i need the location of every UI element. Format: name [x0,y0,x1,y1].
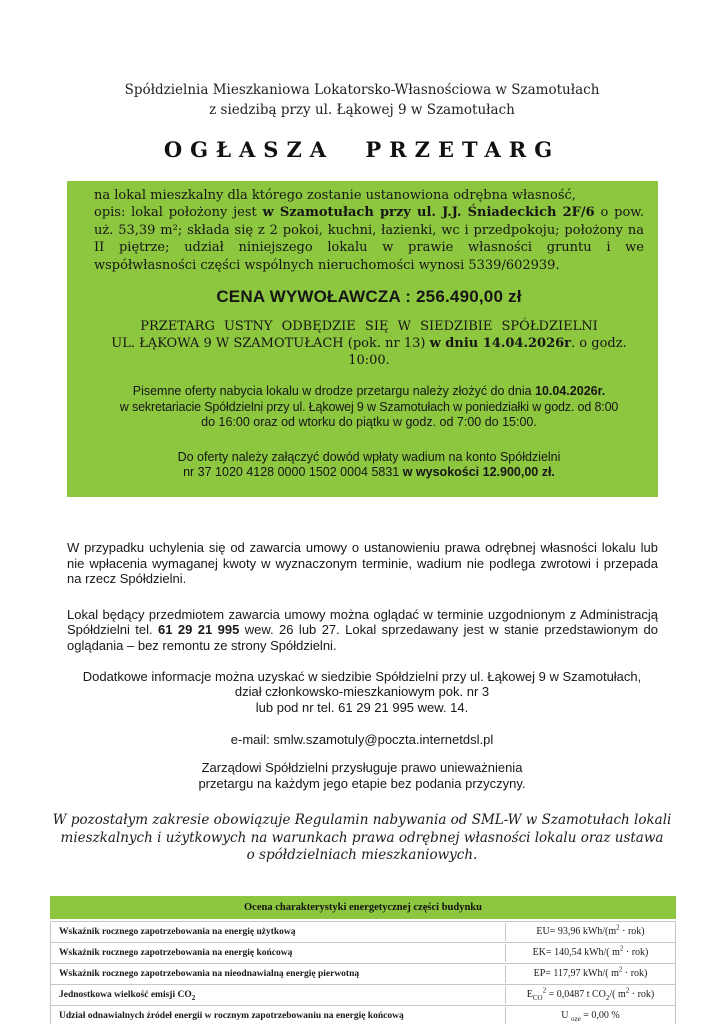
label-text: Jednostkowa wielkość emisji CO [59,989,192,1000]
deposit-paragraph [94,450,644,481]
row-value [506,986,675,1003]
auction-line2-pre: UL. ŁĄKOWA 9 W SZAMOTUŁACH (pok. nr 13) [111,336,430,352]
offers-line2: w sekretariacie Spółdzielni przy ul. Łąkowej 9 w Szamotułach w poniedziałki w godz. od 8:00 [119,399,619,414]
info-line3: lub pod nr tel. 61 29 21 995 wew. 14. [255,699,469,715]
auction-date-paragraph [94,318,644,369]
label-subscript: 2 [191,993,196,1002]
viewing-pre: Lokal będący przedmiotem zawarcia umowy można oglądać w terminie uzgodnionym z Administracją Spółdzielni tel. [67,606,658,638]
viewing-post: wew. 26 lub 27. Lokal sprzedawany jest w stanie przedstawionym do oglądania – bez remontu ze strony Spółdzielni. [67,622,658,653]
row-value [506,1010,675,1024]
regulation-line2: mieszkalnych i użytkowych na warunkach prawa odrębnej własności lokalu oraz ustawa [60,829,664,846]
org-name-line2: z siedzibą przy ul. Łąkowej 9 w Szamotułach [209,102,515,118]
value-superscript: 2 [625,986,630,995]
value-superscript: 2 [616,923,620,932]
cancel-line1: Zarządowi Spółdzielni przysługuje prawo unieważnienia [201,759,523,775]
email-line: e-mail: smlw.szamotuly@poczta.internetdsl.pl [230,732,494,748]
deposit-amount: w wysokości 12.900,00 zł. [402,465,555,480]
auction-line2-post: . o godz. 10:00. [348,336,627,369]
auction-date: w dniu 14.04.2026r [429,336,572,352]
additional-info-paragraph [40,669,684,716]
energy-table-body [50,921,676,1024]
value-text: · rok) [622,968,648,980]
table-row [51,922,675,943]
admin-phone-number: 61 29 21 995 [158,622,240,638]
offers-deadline: 10.04.2026r. [535,384,606,399]
document-header [0,0,724,162]
viewing-paragraph [67,607,658,654]
auction-line1: PRZETARG USTNY ODBĘDZIE SIĘ W SIEDZIBIE SPÓŁDZIELNI [140,319,598,335]
offers-line3: do 16:00 oraz od wtorku do piątku w godz. od 7:00 do 15:00. [201,415,537,430]
row-label: Wskaźnik rocznego zapotrzebowania na energię końcową [51,944,506,962]
row-label [51,986,506,1004]
value-superscript: 2 [618,965,623,974]
cancellation-right-paragraph [40,760,684,791]
cancel-line2: przetargu na każdym jego etapie bez podania przyczyny. [198,775,526,791]
value-text: EK= 140,54 kWh/( m [532,947,620,959]
page-title: OGŁASZA PRZETARG [163,137,561,162]
description-line1: na lokal mieszkalny dla którego zostanie ustanowiona odrębna własność, [94,188,576,203]
forfeit-clause-paragraph: W przypadku uchylenia się od zawarcia umowy o ustanowieniu prawa odrębnej własności lokalu lub nie wpłacenia wymaganej kwoty w wyznaczonym terminie, wadium nie podlega zwrotowi i przepada na rzecz Spółdzielni. [67,540,658,587]
info-line1: Dodatkowe informacje można uzyskać w siedzibie Spółdzielni przy ul. Łąkowej 9 w Szamotułach, [82,668,642,684]
starting-price-line: CENA WYWOŁAWCZA : 256.490,00 zł [216,287,522,307]
info-line2: dział członkowsko-mieszkaniowym pok. nr 3 [234,684,490,700]
energy-table-header: Ocena charakterystyki energetycznej części budynku [50,896,676,919]
value-superscript: 2 [619,944,624,953]
energy-table [50,896,676,1024]
row-value [506,923,675,938]
row-label: Udział odnawialnych źródeł energii w rocznym zapotrzebowaniu na energię końcową [51,1007,506,1024]
deposit-line1: Do oferty należy załączyć dowód wpłaty wadium na konto Spółdzielni [177,449,561,464]
row-label: Wskaźnik rocznego zapotrzebowania na energię użytkową [51,923,506,941]
description-pre: opis: lokal położony jest [94,205,263,221]
table-row [51,964,675,985]
value-text: EP= 117,97 kWh/( m [533,968,619,980]
row-label: Wskaźnik rocznego zapotrzebowania na nieodnawialną energię pierwotną [51,965,506,983]
value-subscript: 2 [605,994,610,1003]
description-post: o pow. uż. 53,39 m²; składa się z 2 pokoi, kuchni, łazienki, wc i przedpokoju; położony na II piętrze; udział niniejszego lokalu w prawie własności gruntu i we współwłasności części wspólnych nieruchomości wynosi 5339/602939. [94,205,644,273]
regulation-line3: o spółdzielniach mieszkaniowych. [246,847,478,864]
value-text: E [526,989,533,1001]
row-value [506,965,675,980]
value-text: /( m [609,989,626,1001]
offers-line1-pre: Pisemne oferty nabycia lokalu w drodze przetargu należy złożyć do dnia [132,384,536,399]
table-row [51,943,675,964]
property-description-paragraph [94,187,644,274]
value-text: U [561,1010,572,1022]
value-subscript: CO [532,994,543,1003]
value-text: = 0,0487 t CO [546,989,606,1001]
value-text: · rok) [629,989,655,1001]
announcement-green-box [67,181,658,497]
org-name-line1: Spółdzielnia Mieszkaniowa Lokatorsko-Własnościowa w Szamotułach [124,82,600,98]
property-address: w Szamotułach przy ul. J.J. Śniadeckich 2F/6 [262,205,595,221]
value-text: EU= 93,96 kWh/(m [536,926,617,938]
row-value [506,944,675,959]
table-row [51,1006,675,1024]
value-text: = 0,00 % [580,1010,620,1022]
deposit-account-number: nr 37 1020 4128 0000 1502 0004 5831 [183,465,403,480]
value-text: · rok) [619,926,645,938]
table-row [51,985,675,1006]
regulation-paragraph [30,812,694,865]
regulation-line1: W pozostałym zakresie obowiązuje Regulamin nabywania od SML-W w Szamotułach lokali [52,812,672,829]
value-subscript: oze [571,1015,581,1024]
written-offers-paragraph [94,384,644,431]
value-text: · rok) [623,947,649,959]
value-superscript: 2 [542,986,547,995]
